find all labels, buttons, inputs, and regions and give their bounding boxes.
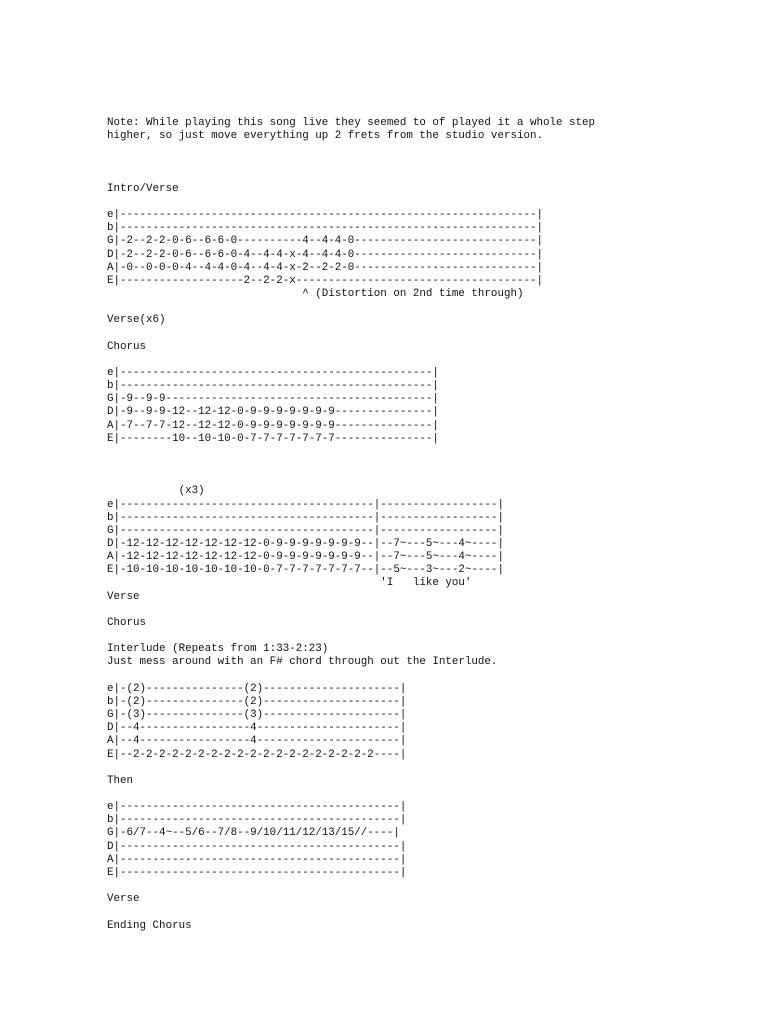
tab-text: Note: While playing this song live they seemed to of played it a whole step higher, so just move everything up 2 frets from the studio version. Intro/Verse e|----------------------------------------------------------------| b|----------------------------------------------------------------| G|-2--2-2-0-6--6-6-0----------4--4-4-0----------------------------| D|-2--2-2-0-6--6-6-0-4--4-4-x-4--4-4-0----------------------------| A|-0--0-0-0-4--4-4-0-4--4-4-x-2--2-2-0----------------------------| E|-------------------2--2-2-x-------------------------------------| ^ (Distortion on 2nd time through) Verse(x6) Chorus e|------------------------------------------------| b|------------------------------------------------| G|-9--9-9-----------------------------------------| D|-9--9-9-12--12-12-0-9-9-9-9-9-9-9---------------| A|-7--7-7-12--12-12-0-9-9-9-9-9-9-9---------------| E|--------10--10-10-0-7-7-7-7-7-7-7---------------| (x3) e|---------------------------------------|------------------| b|---------------------------------------|------------------| G|---------------------------------------|------------------| D|-12-12-12-12-12-12-12-0-9-9-9-9-9-9-9--|--7~---5~---4~----| A|-12-12-12-12-12-12-12-0-9-9-9-9-9-9-9--|--7~---5~---4~----| E|-10-10-10-10-10-10-10-0-7-7-7-7-7-7-7--|--5~---3~---2~----| 'I like you' Verse Chorus Interlude (Repeats from 1:33-2:23) Just mess around with an F# chord through out the Interlude. e|-(2)---------------(2)---------------------| b|-(2)---------------(2)---------------------| G|-(3)---------------(3)---------------------| D|--4-----------------4----------------------| A|--4-----------------4----------------------| E|--2-2-2-2-2-2-2-2-2-2-2-2-2-2-2-2-2-2-2----| Then e|-------------------------------------------| b|-------------------------------------------| G|-6/7--4~--5/6--7/8--9/10/11/12/13/15//----| D|-------------------------------------------| A|-------------------------------------------| E|-------------------------------------------| Verse Ending Chorus <box>107 117 596 932</box>
tab-document <box>107 117 747 933</box>
